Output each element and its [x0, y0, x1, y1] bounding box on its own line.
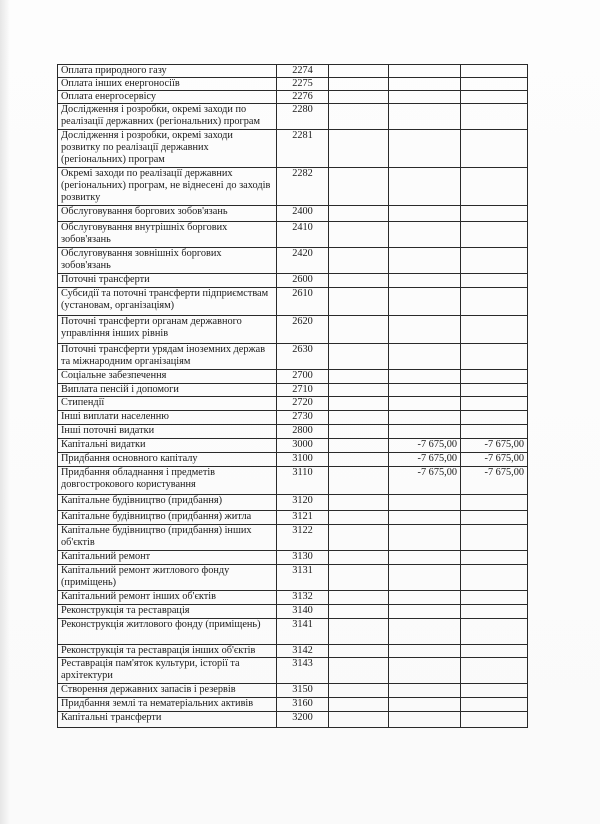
row-value-2-cell — [389, 425, 461, 439]
row-name-cell: Інші поточні видатки — [58, 425, 277, 439]
row-name-cell: Капітальне будівництво (придбання) інших об'єктів — [58, 525, 277, 551]
row-code-cell: 3000 — [277, 439, 329, 453]
row-code-cell: 3142 — [277, 645, 329, 658]
row-value-1-cell — [329, 591, 389, 605]
row-value-2-cell — [389, 684, 461, 698]
row-name-cell: Придбання основного капіталу — [58, 453, 277, 467]
row-name-cell: Капітальні трансферти — [58, 712, 277, 728]
budget-table-body — [58, 65, 528, 728]
table-row — [58, 248, 528, 274]
row-value-3-cell — [461, 248, 528, 274]
row-code-cell: 3143 — [277, 658, 329, 684]
row-value-2-cell — [389, 222, 461, 248]
row-value-3-cell — [461, 168, 528, 206]
row-code-cell: 2410 — [277, 222, 329, 248]
table-row — [58, 344, 528, 370]
row-code-cell: 2710 — [277, 384, 329, 397]
row-code-cell: 3140 — [277, 605, 329, 619]
row-name-cell: Соціальне забезпечення — [58, 370, 277, 384]
row-value-1-cell — [329, 411, 389, 425]
row-value-1-cell — [329, 467, 389, 495]
row-name-cell: Капітальне будівництво (придбання) житла — [58, 511, 277, 525]
row-name-cell: Оплата природного газу — [58, 65, 277, 78]
row-value-1-cell — [329, 316, 389, 344]
row-code-cell: 2730 — [277, 411, 329, 425]
table-row — [58, 712, 528, 728]
row-name-cell: Реставрація пам'яток культури, історії та архітектури — [58, 658, 277, 684]
table-row — [58, 288, 528, 316]
row-value-1-cell — [329, 65, 389, 78]
row-value-3-cell — [461, 551, 528, 565]
table-row — [58, 206, 528, 222]
row-value-2-cell — [389, 411, 461, 425]
row-value-2-cell: -7 675,00 — [389, 439, 461, 453]
budget-table — [57, 64, 528, 728]
row-code-cell: 3160 — [277, 698, 329, 712]
row-value-3-cell — [461, 130, 528, 168]
row-value-2-cell — [389, 78, 461, 91]
row-name-cell: Капітальний ремонт житлового фонду (приміщень) — [58, 565, 277, 591]
table-row — [58, 65, 528, 78]
table-row — [58, 619, 528, 645]
row-value-1-cell — [329, 565, 389, 591]
table-row — [58, 511, 528, 525]
table-row — [58, 104, 528, 130]
row-value-3-cell — [461, 645, 528, 658]
row-value-3-cell — [461, 206, 528, 222]
row-code-cell: 3200 — [277, 712, 329, 728]
table-row — [58, 565, 528, 591]
row-value-1-cell — [329, 288, 389, 316]
row-value-1-cell — [329, 511, 389, 525]
row-code-cell: 3100 — [277, 453, 329, 467]
row-value-3-cell — [461, 684, 528, 698]
row-value-3-cell — [461, 78, 528, 91]
row-value-1-cell — [329, 130, 389, 168]
table-row — [58, 645, 528, 658]
row-value-3-cell — [461, 222, 528, 248]
row-value-3-cell — [461, 104, 528, 130]
row-value-2-cell — [389, 495, 461, 511]
row-name-cell: Поточні трансферти урядам іноземних держав та міжнародним організаціям — [58, 344, 277, 370]
row-value-1-cell — [329, 206, 389, 222]
row-value-2-cell — [389, 712, 461, 728]
row-value-2-cell: -7 675,00 — [389, 453, 461, 467]
row-value-2-cell — [389, 605, 461, 619]
table-row — [58, 91, 528, 104]
row-code-cell: 2280 — [277, 104, 329, 130]
row-code-cell: 2630 — [277, 344, 329, 370]
row-name-cell: Обслуговування внутрішніх боргових зобов'язань — [58, 222, 277, 248]
table-row — [58, 453, 528, 467]
table-row — [58, 222, 528, 248]
row-value-3-cell — [461, 397, 528, 411]
row-code-cell: 2620 — [277, 316, 329, 344]
row-name-cell: Капітальне будівництво (придбання) — [58, 495, 277, 511]
row-value-3-cell — [461, 425, 528, 439]
row-name-cell: Поточні трансферти органам державного управління інших рівнів — [58, 316, 277, 344]
row-code-cell: 2400 — [277, 206, 329, 222]
row-value-2-cell — [389, 384, 461, 397]
table-row — [58, 658, 528, 684]
row-value-3-cell — [461, 619, 528, 645]
row-value-1-cell — [329, 78, 389, 91]
row-value-3-cell — [461, 316, 528, 344]
table-row — [58, 495, 528, 511]
row-value-2-cell — [389, 130, 461, 168]
table-row — [58, 605, 528, 619]
row-value-1-cell — [329, 91, 389, 104]
row-value-2-cell — [389, 316, 461, 344]
row-value-2-cell — [389, 65, 461, 78]
row-value-2-cell — [389, 591, 461, 605]
row-value-1-cell — [329, 370, 389, 384]
row-value-2-cell — [389, 288, 461, 316]
row-name-cell: Окремі заходи по реалізації державних (регіональних) програм, не віднесені до заходів розвитку — [58, 168, 277, 206]
row-value-1-cell — [329, 712, 389, 728]
row-value-2-cell — [389, 104, 461, 130]
scan-edge-shadow — [0, 0, 10, 824]
row-value-1-cell — [329, 104, 389, 130]
row-name-cell: Інші виплати населенню — [58, 411, 277, 425]
row-value-3-cell — [461, 65, 528, 78]
row-name-cell: Оплата енергосервісу — [58, 91, 277, 104]
table-row — [58, 370, 528, 384]
row-value-3-cell — [461, 384, 528, 397]
row-name-cell: Створення державних запасів і резервів — [58, 684, 277, 698]
row-code-cell: 2610 — [277, 288, 329, 316]
row-value-2-cell — [389, 511, 461, 525]
table-row — [58, 698, 528, 712]
row-value-1-cell — [329, 551, 389, 565]
row-value-2-cell — [389, 344, 461, 370]
row-code-cell: 2720 — [277, 397, 329, 411]
table-row — [58, 130, 528, 168]
row-value-1-cell — [329, 439, 389, 453]
row-value-3-cell — [461, 288, 528, 316]
row-value-2-cell: -7 675,00 — [389, 467, 461, 495]
table-row — [58, 384, 528, 397]
row-value-1-cell — [329, 684, 389, 698]
table-row — [58, 591, 528, 605]
row-value-2-cell — [389, 206, 461, 222]
row-value-1-cell — [329, 453, 389, 467]
row-value-2-cell — [389, 370, 461, 384]
row-value-2-cell — [389, 248, 461, 274]
table-row — [58, 439, 528, 453]
row-name-cell: Субсидії та поточні трансферти підприємствам (установам, організаціям) — [58, 288, 277, 316]
table-row — [58, 316, 528, 344]
row-name-cell: Капітальний ремонт інших об'єктів — [58, 591, 277, 605]
row-value-3-cell — [461, 565, 528, 591]
table-row — [58, 684, 528, 698]
row-name-cell: Капітальний ремонт — [58, 551, 277, 565]
row-code-cell: 3110 — [277, 467, 329, 495]
row-value-1-cell — [329, 645, 389, 658]
row-value-1-cell — [329, 168, 389, 206]
row-code-cell: 3132 — [277, 591, 329, 605]
row-code-cell: 2282 — [277, 168, 329, 206]
row-value-1-cell — [329, 344, 389, 370]
table-row — [58, 78, 528, 91]
row-name-cell: Реконструкція житлового фонду (приміщень) — [58, 619, 277, 645]
row-name-cell: Оплата інших енергоносіїв — [58, 78, 277, 91]
row-name-cell: Придбання землі та нематеріальних активів — [58, 698, 277, 712]
row-code-cell: 3120 — [277, 495, 329, 511]
row-code-cell: 3130 — [277, 551, 329, 565]
row-value-1-cell — [329, 425, 389, 439]
row-value-3-cell — [461, 525, 528, 551]
row-value-1-cell — [329, 658, 389, 684]
table-row — [58, 397, 528, 411]
row-value-2-cell — [389, 525, 461, 551]
row-value-1-cell — [329, 525, 389, 551]
row-value-3-cell — [461, 698, 528, 712]
table-row — [58, 551, 528, 565]
row-code-cell: 2800 — [277, 425, 329, 439]
table-row — [58, 168, 528, 206]
row-value-1-cell — [329, 274, 389, 288]
row-value-3-cell — [461, 712, 528, 728]
row-code-cell: 3122 — [277, 525, 329, 551]
row-value-2-cell — [389, 168, 461, 206]
table-row — [58, 467, 528, 495]
row-value-3-cell — [461, 370, 528, 384]
row-name-cell: Придбання обладнання і предметів довгострокового користування — [58, 467, 277, 495]
row-value-2-cell — [389, 565, 461, 591]
row-value-3-cell — [461, 658, 528, 684]
row-value-2-cell — [389, 698, 461, 712]
row-code-cell: 2700 — [277, 370, 329, 384]
row-value-1-cell — [329, 222, 389, 248]
row-value-3-cell — [461, 605, 528, 619]
table-row — [58, 525, 528, 551]
row-value-3-cell — [461, 591, 528, 605]
row-value-3-cell: -7 675,00 — [461, 467, 528, 495]
row-value-2-cell — [389, 91, 461, 104]
row-value-1-cell — [329, 384, 389, 397]
row-value-3-cell — [461, 344, 528, 370]
row-code-cell: 2275 — [277, 78, 329, 91]
row-name-cell: Поточні трансферти — [58, 274, 277, 288]
row-value-2-cell — [389, 645, 461, 658]
row-value-3-cell — [461, 511, 528, 525]
row-code-cell: 2281 — [277, 130, 329, 168]
row-value-3-cell — [461, 91, 528, 104]
row-code-cell: 2600 — [277, 274, 329, 288]
row-value-3-cell — [461, 274, 528, 288]
row-name-cell: Капітальні видатки — [58, 439, 277, 453]
row-name-cell: Обслуговування боргових зобов'язань — [58, 206, 277, 222]
row-value-2-cell — [389, 658, 461, 684]
table-row — [58, 425, 528, 439]
row-name-cell: Виплата пенсій і допомоги — [58, 384, 277, 397]
row-code-cell: 3150 — [277, 684, 329, 698]
row-value-3-cell — [461, 411, 528, 425]
row-code-cell: 3141 — [277, 619, 329, 645]
row-code-cell: 2276 — [277, 91, 329, 104]
row-code-cell: 2274 — [277, 65, 329, 78]
row-value-3-cell — [461, 495, 528, 511]
row-value-1-cell — [329, 397, 389, 411]
row-code-cell: 2420 — [277, 248, 329, 274]
row-value-2-cell — [389, 619, 461, 645]
row-value-3-cell: -7 675,00 — [461, 439, 528, 453]
row-code-cell: 3131 — [277, 565, 329, 591]
row-name-cell: Дослідження і розробки, окремі заходи розвитку по реалізації державних (регіональних) програм — [58, 130, 277, 168]
row-name-cell: Стипендії — [58, 397, 277, 411]
row-value-2-cell — [389, 551, 461, 565]
table-row — [58, 274, 528, 288]
row-name-cell: Реконструкція та реставрація інших об'єктів — [58, 645, 277, 658]
row-value-1-cell — [329, 698, 389, 712]
table-row — [58, 411, 528, 425]
row-name-cell: Обслуговування зовнішніх боргових зобов'язань — [58, 248, 277, 274]
row-value-1-cell — [329, 619, 389, 645]
row-value-1-cell — [329, 495, 389, 511]
row-value-1-cell — [329, 248, 389, 274]
row-name-cell: Реконструкція та реставрація — [58, 605, 277, 619]
row-value-3-cell: -7 675,00 — [461, 453, 528, 467]
row-value-2-cell — [389, 274, 461, 288]
row-value-2-cell — [389, 397, 461, 411]
row-value-1-cell — [329, 605, 389, 619]
row-name-cell: Дослідження і розробки, окремі заходи по реалізації державних (регіональних) програм — [58, 104, 277, 130]
row-code-cell: 3121 — [277, 511, 329, 525]
